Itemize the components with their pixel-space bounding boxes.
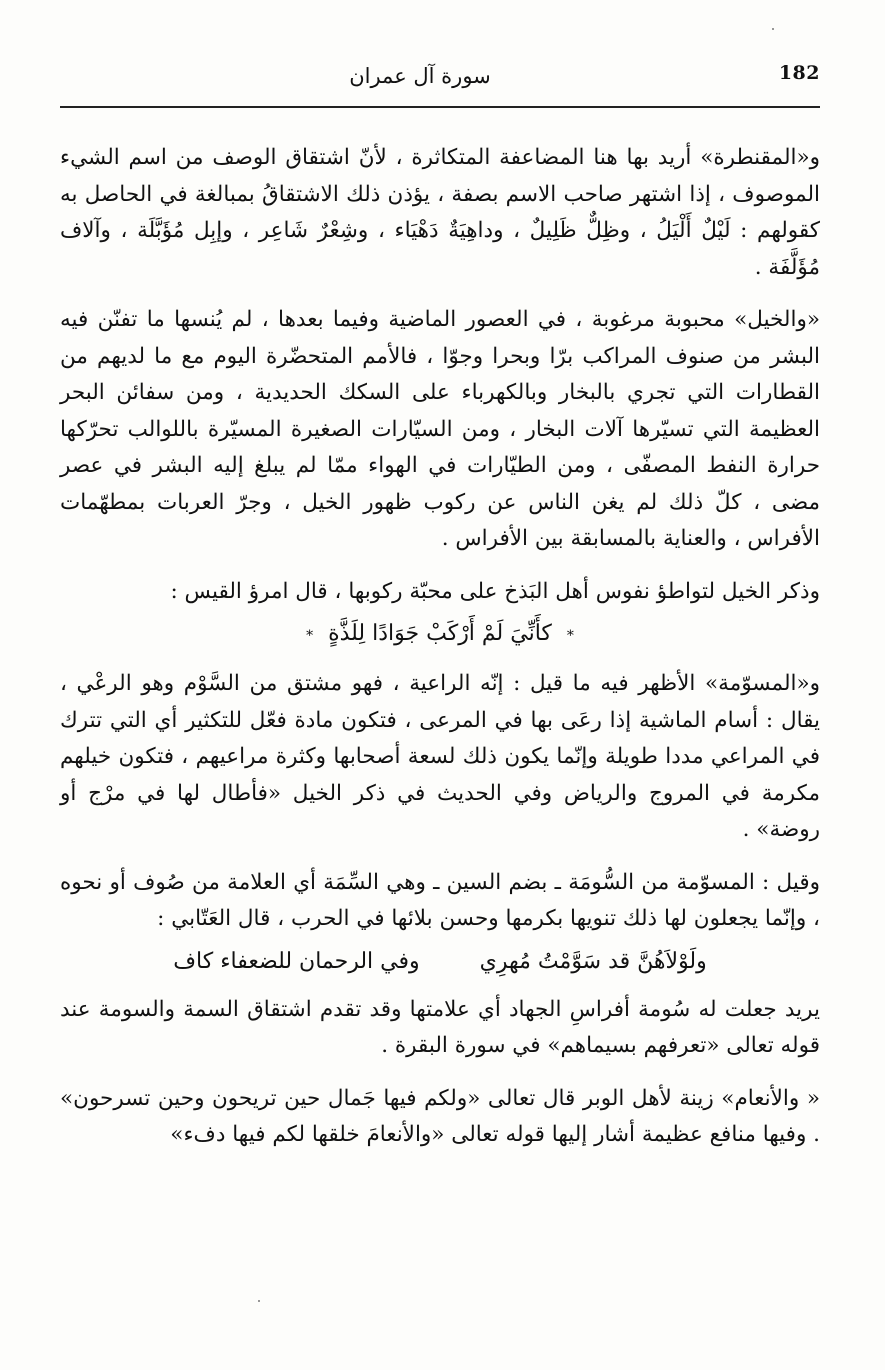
paragraph-khayl: «والخيل» محبوبة مرغوبة ، في العصور الماضية وفيما بعدها ، لم يُنسها ما تفنّن فيه البشر من صنوف المراكب برّا وبحرا وجوّا ، فالأمم المتحضّرة اليوم مع ما لديهم من القطارات التي تجري بالبخار وبالكهرباء على السكك الحديدية ، ومن سفائن البحر العظيمة التي تسيّرها آلات البخار ، ومن السيّارات الصغيرة المسيّرة باللوالب تحرّكها حرارة النفط المصفّى ، ومن الطيّارات في الهواء ممّا لم يبلغ إليه البشر في عصر مضى ، كلّ ذلك لم يغن الناس عن ركوب ظهور الخيل ، وجرّ العربات بمطهّمات الأفراس ، والعناية بالمسابقة بين الأفراس . bbox=[60, 307, 820, 551]
paragraph-suma: وقيل : المسوّمة من السُّومَة ـ بضم السين ـ وهي السِّمَة أي العلامة من صُوف أو نحوه ، وإنّما يجعلون لها ذلك تنويها بكرمها وحسن بلائها في الحرب ، قال العَتّابي : bbox=[60, 869, 820, 931]
verse-star-right: * bbox=[566, 628, 574, 644]
paragraph-khayl-poet-intro: وذكر الخيل لتواطؤ نفوس أهل البَذخ على محبّة ركوبها ، قال امرؤ القيس : bbox=[170, 578, 820, 604]
scan-speck bbox=[772, 28, 774, 30]
verse-attabi bbox=[60, 944, 820, 980]
paragraph-musawwama: و«المسوّمة» الأظهر فيه ما قيل : إنّه الراعية ، فهو مشتق من السَّوْم وهو الرعْي ، يقال : أسام الماشية إذا رعَى بها في المرعى ، فتكون مادة فعّل للتكثير أي التي تترك في المراعي مددا طويلة وإنّما يكون ذلك لسعة أصحابها وكثرة مراعيهم ، فتكون خيلهم مكرمة في المروج والرياض وفي الحديث في ذكر الخيل «فأطال لها في مرْج أو روضة» . bbox=[60, 671, 820, 842]
paragraph-muqantara: و«المقنطرة» أريد بها هنا المضاعفة المتكاثرة ، لأنّ اشتقاق الوصف من اسم الشيء الموصوف ، إذا اشتهر صاحب الاسم بصفة ، يؤذن ذلك الاشتقاقُ بمبالغة في الحاصل به كقولهم : لَيْلٌ أَلْيَلُ ، وظِلٌّ ظَلِيلٌ ، وداهِيَةٌ دَهْيَاء ، وشِعْرٌ شَاعِر ، وإبِل مُؤَبَّلَة ، وآلاف مُؤَلَّفَة . bbox=[60, 145, 820, 280]
page-body bbox=[60, 140, 820, 1170]
paragraph-anam: « والأنعام» زينة لأهل الوبر قال تعالى «ولكم فيها جَمال حين تريحون وحين تسرحون» . وفيها منافع عظيمة أشار إليها قوله تعالى «والأنعامَ خلقها لكم فيها دفء» bbox=[60, 1085, 820, 1147]
book-page bbox=[60, 40, 820, 1340]
running-title: سورة آل عمران bbox=[349, 64, 491, 88]
verse-line: كأَنِّيَ لَمْ أَرْكَبْ جَوَادًا لِلَذَّةٍ bbox=[328, 621, 552, 646]
paragraph-suma-meaning: يريد جعلت له سُومة أفراسِ الجهاد أي علامتها وقد تقدم اشتقاق السمة والسومة عند قوله تعالى «تعرفهم بسيماهم» في سورة البقرة . bbox=[60, 996, 820, 1058]
verse-star-left: * bbox=[306, 628, 314, 644]
page-number: 182 bbox=[778, 62, 820, 84]
page-header bbox=[60, 40, 820, 108]
header-rule bbox=[60, 106, 820, 108]
scan-speck bbox=[258, 1300, 260, 1302]
verse-line bbox=[173, 944, 707, 980]
verse-hemistich-first: ولَوْلاَهُنَّ قد سَوَّمْتُ مُهرِي bbox=[479, 948, 707, 974]
verse-hemistich-second: وفي الرحمان للضعفاء كاف bbox=[173, 948, 420, 974]
verse-imru-al-qays bbox=[60, 616, 820, 654]
